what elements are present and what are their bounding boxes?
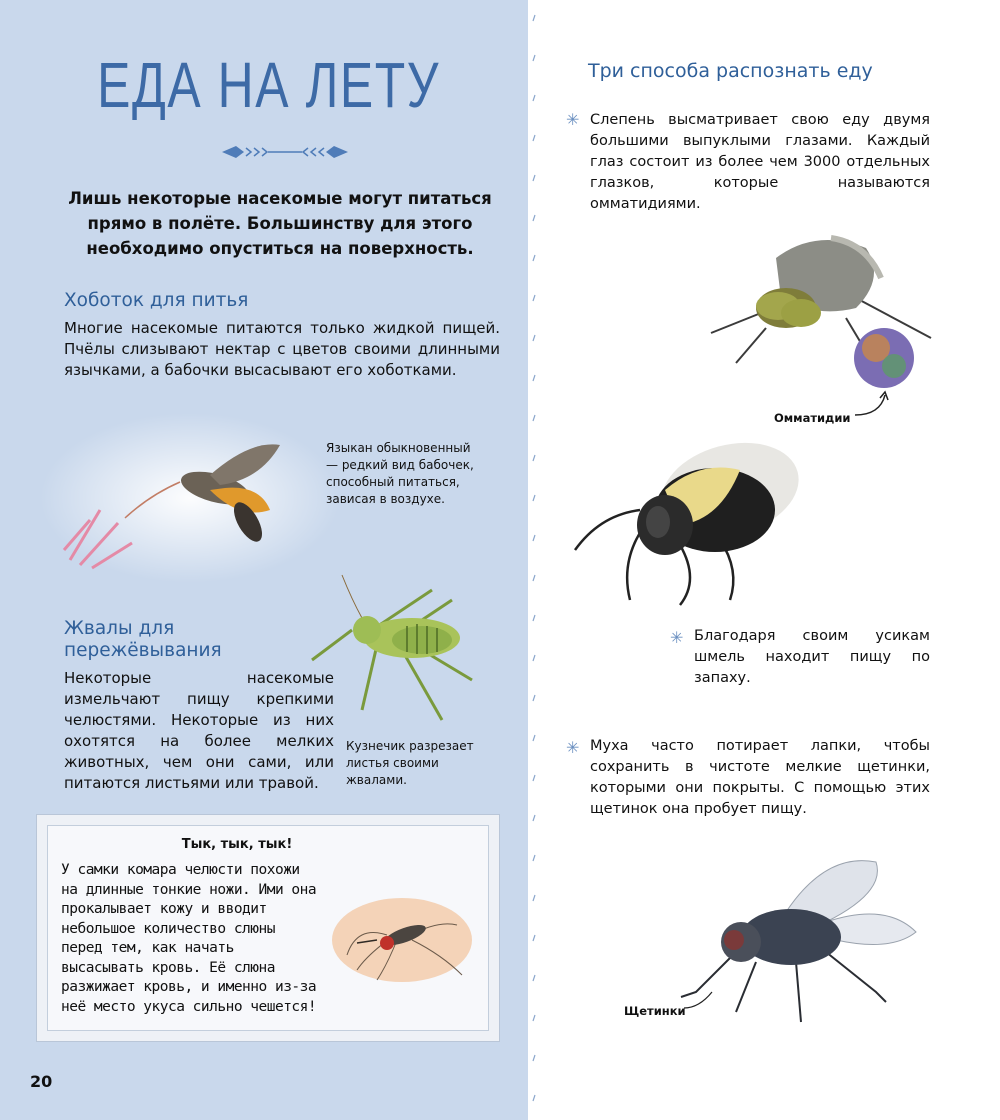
item-fly: Муха часто потирает лапки, чтобы сохранить в чистоте мелкие щетинки, которыми они покрыты. С помощью этих щетинок она пробует пищу. [590,738,930,817]
caption-hawkmoth: Языкан обыкновенный — редкий вид бабочек, способный питаться, зависая в воздухе. [326,441,474,506]
heading-mandibles [64,618,222,662]
item-horsefly: Слепень высматривает свою еду двумя большими выпуклыми глазами. Каждый глаз состоит из более чем 3000 отдельных глазков, которые называются омматидиями. [590,112,930,212]
bumblebee-illustration [570,430,810,610]
label-bristles: Щетинки [624,1004,686,1018]
sidebar-box [36,814,500,1042]
bullet-star-icon: ✳ [566,738,580,757]
text-proboscis: Многие насекомые питаются только жидкой пищей. Пчёлы слизывают нектар с цветов своими длинными язычками, а бабочки высасывают его хоботками. [64,319,500,379]
heading-proboscis: Хоботок для питья [64,290,249,311]
bullet-star-icon: ✳ [566,110,580,129]
bristles-pointer [684,990,714,1010]
label-ommatidia: Омматидии [774,411,851,425]
ornament-divider [222,142,348,162]
mosquito-illustration [327,885,477,995]
binding-stitches [528,0,542,1120]
heading-mandibles-line1: Жвалы для [64,618,175,639]
heading-mandibles-line2: пережёвывания [64,640,222,661]
page-number: 20 [30,1072,53,1091]
ommatidia-arrow [850,390,890,420]
page-title: ЕДА НА ЛЕТУ [97,49,441,121]
lead-paragraph: Лишь некоторые насекомые могут питаться прямо в полёте. Большинству для этого необходимо опуститься на поверхность. [68,189,492,258]
text-mandibles: Некоторые насекомые измельчают пищу крепкими челюстями. Некоторые из них охотятся на более мелких животных, чем они сами, или питаются листьями или травой. [64,669,334,792]
box-title: Тык, тык, тык! [181,837,293,852]
housefly-illustration [676,852,936,1032]
right-heading: Три способа распознать еду [588,60,873,82]
hawkmoth-illustration [40,410,320,590]
bullet-star-icon: ✳ [670,628,684,647]
item-bumblebee: Благодаря своим усикам шмель находит пищу по запаху. [694,628,930,686]
caption-grasshopper: Кузнечик разрезает листья своими жвалами. [346,739,474,787]
horsefly-illustration [706,228,936,398]
box-text: У самки комара челюсти похожи на длинные тонкие ножи. Ими она прокалывает кожу и вводит небольшое количество слюны перед тем, как начать высасывать кровь. Её слюна разжижает кровь, и именно из-за неё место укуса сильно чешется! [61,862,317,1015]
